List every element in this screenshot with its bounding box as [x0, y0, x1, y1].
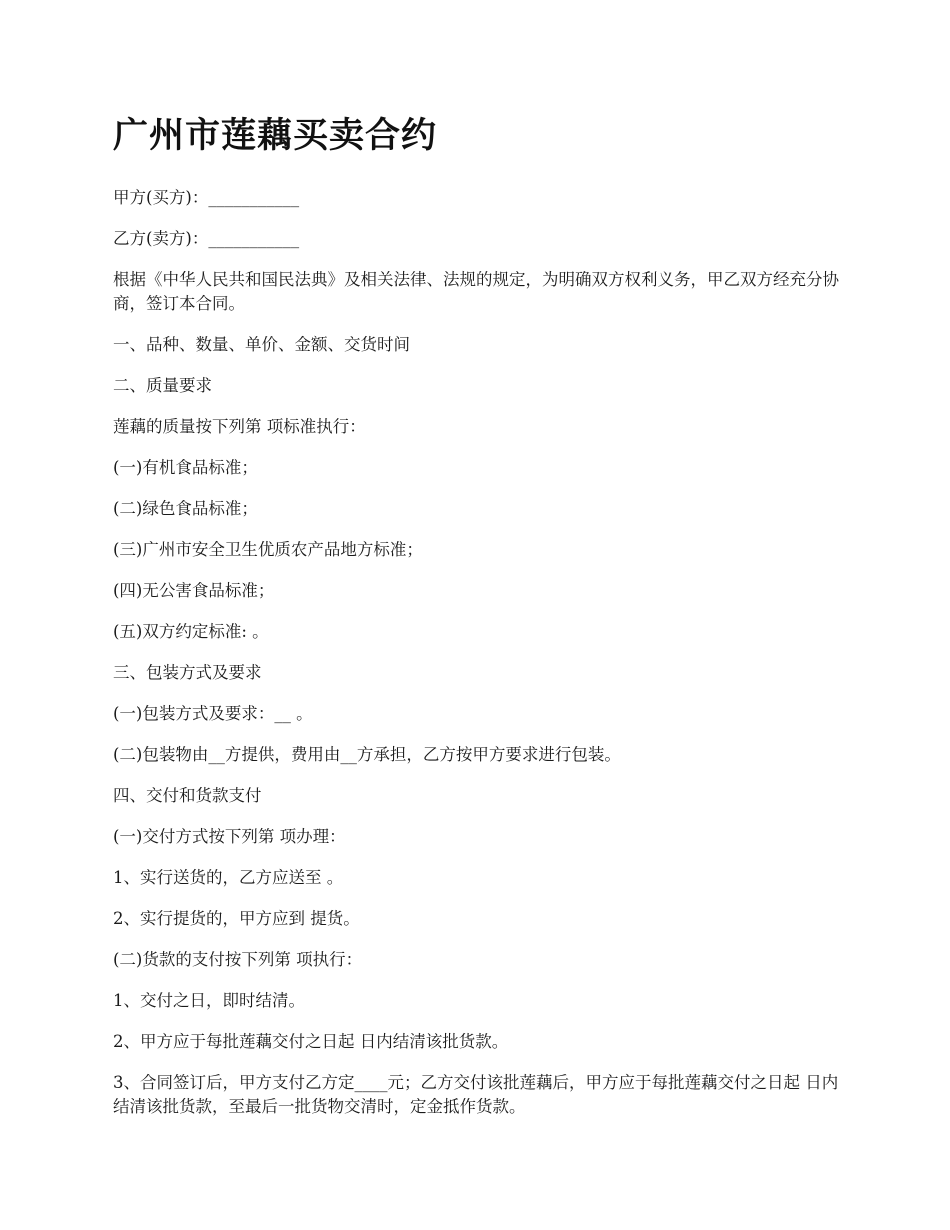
delivery-method-item: 2、实行提货的，甲方应到 提货。 [113, 909, 360, 928]
quality-standard-item: (三)广州市安全卫生优质农产品地方标准； [113, 540, 423, 559]
party-a-line: 甲方(买方)：___________ [113, 188, 300, 207]
packaging-item: (一)包装方式及要求：__ 。 [113, 704, 313, 723]
section-heading-2: 二、质量要求 [113, 376, 212, 395]
payment-method-intro: (二)货款的支付按下列第 项执行： [113, 950, 363, 969]
quality-standard-item: (五)双方约定标准: 。 [113, 622, 269, 641]
preamble-paragraph: 根据《中华人民共和国民法典》及相关法律、法规的规定，为明确双方权利义务，甲乙双方经充分协商，签订本合同。 [113, 270, 839, 313]
section-heading-3: 三、包装方式及要求 [113, 663, 262, 682]
delivery-method-intro: (一)交付方式按下列第 项办理： [113, 827, 346, 846]
quality-standard-intro: 莲藕的质量按下列第 项标准执行： [113, 417, 366, 436]
packaging-item: (二)包装物由__方提供，费用由__方承担，乙方按甲方要求进行包装。 [113, 745, 621, 764]
payment-method-item: 1、交付之日，即时结清。 [113, 991, 305, 1010]
quality-standard-item: (二)绿色食品标准； [113, 499, 258, 518]
quality-standard-item: (四)无公害食品标准； [113, 581, 275, 600]
quality-standard-item: (一)有机食品标准； [113, 458, 258, 477]
delivery-method-item: 1、实行送货的，乙方应送至 。 [113, 868, 344, 887]
payment-method-item: 2、甲方应于每批莲藕交付之日起 日内结清该批货款。 [113, 1032, 509, 1051]
party-b-line: 乙方(卖方)：___________ [113, 229, 300, 248]
payment-method-item: 3、合同签订后，甲方支付乙方定____元；乙方交付该批莲藕后，甲方应于每批莲藕交付之日起 日内结清该批货款，至最后一批货物交清时，定金抵作货款。 [113, 1073, 839, 1116]
document-title: 广州市莲藕买卖合约 [113, 116, 438, 156]
section-heading-4: 四、交付和货款支付 [113, 786, 262, 805]
section-heading-1: 一、品种、数量、单价、金额、交货时间 [113, 335, 410, 354]
contract-page [113, 108, 843, 1136]
